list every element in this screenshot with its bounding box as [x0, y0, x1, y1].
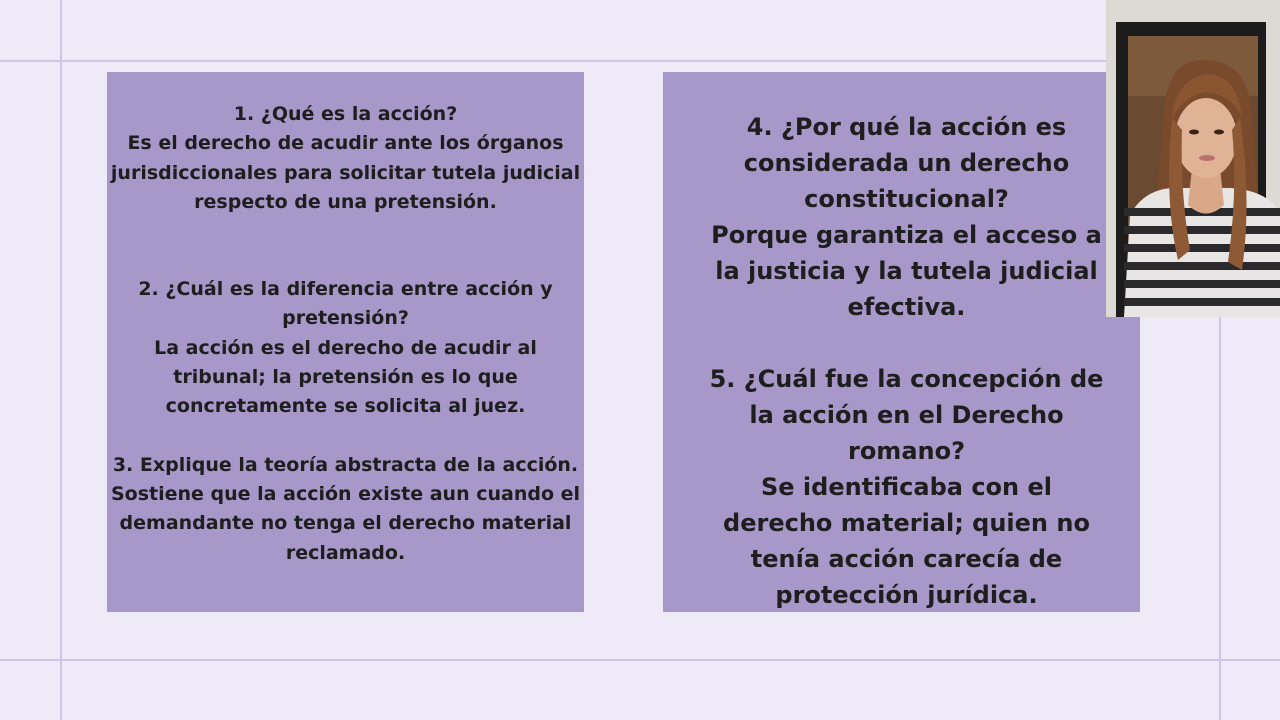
grid-line-left [60, 0, 62, 720]
answer-4: Porque garantiza el acceso a la justicia y la tutela judicial efectiva. [711, 221, 1102, 321]
grid-line-top [0, 60, 1280, 62]
question-5: 5. ¿Cuál fue la concepción de la acción en el Derecho romano? [709, 365, 1104, 465]
spacer [703, 325, 1110, 361]
question-4: 4. ¿Por qué la acción es considerada un derecho constitucional? [743, 113, 1070, 213]
question-1: 1. ¿Qué es la acción? [233, 103, 458, 125]
answer-1: Es el derecho de acudir ante los órganos jurisdiccionales para solicitar tutela judicial respecto de una pretensión. [110, 132, 581, 213]
presenter-video-feed [1106, 0, 1280, 317]
question-3: 3. Explique la teoría abstracta de la acción. [112, 453, 579, 476]
left-question-card [107, 72, 584, 612]
answer-2: La acción es el derecho de acudir al tribunal; la pretensión es lo que concretamente se solicita al juez. [154, 336, 537, 418]
webcam-overlay [1106, 0, 1280, 317]
spacer [109, 217, 582, 275]
question-2: 2. ¿Cuál es la diferencia entre acción y pretensión? [138, 278, 553, 330]
answer-3: Sostiene que la acción existe aun cuando el demandante no tenga el derecho material reclamado. [110, 482, 581, 564]
answer-5: Se identificaba con el derecho material; quien no tenía acción carecía de protección jurídica. [723, 473, 1090, 609]
grid-line-bottom [0, 659, 1280, 661]
spacer [109, 422, 582, 451]
right-question-card [663, 72, 1140, 612]
